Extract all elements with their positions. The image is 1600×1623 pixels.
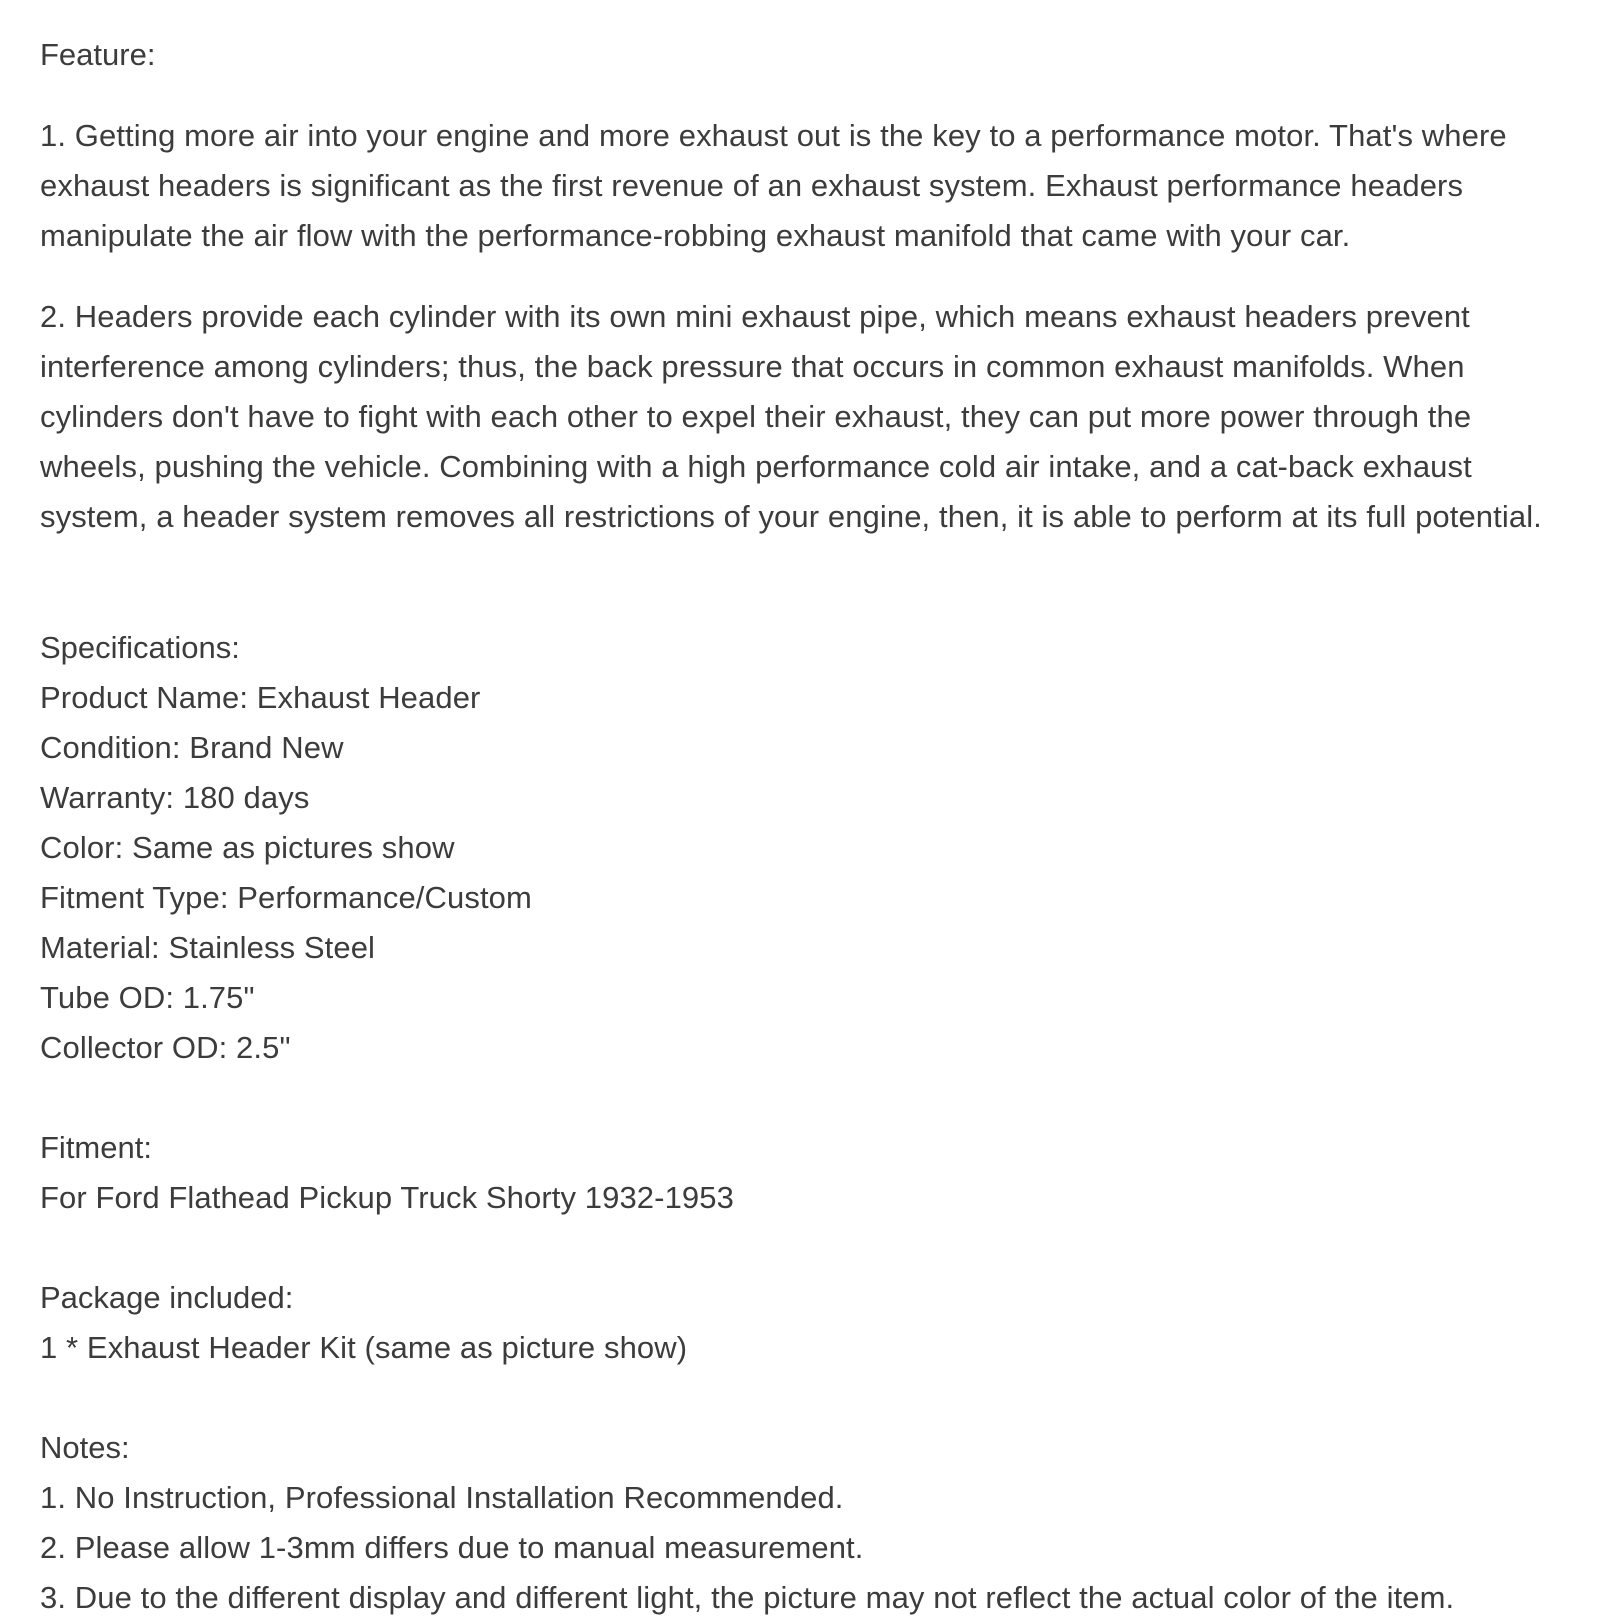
- spacer: [40, 1223, 1560, 1273]
- feature-section: [40, 30, 1560, 542]
- spacer: [40, 1373, 1560, 1423]
- spec-row-color: Color: Same as pictures show: [40, 830, 455, 865]
- specifications-section: [40, 623, 1560, 1073]
- spec-row-fitment-type: Fitment Type: Performance/Custom: [40, 880, 532, 915]
- fitment-section: [40, 1123, 1560, 1223]
- notes-heading: Notes:: [40, 1430, 130, 1465]
- spec-row-collector-od: Collector OD: 2.5": [40, 1030, 291, 1065]
- fitment-row-vehicle: For Ford Flathead Pickup Truck Shorty 1932-1953: [40, 1180, 734, 1215]
- spec-row-warranty: Warranty: 180 days: [40, 780, 310, 815]
- feature-item-2: 2. Headers provide each cylinder with its own mini exhaust pipe, which means exhaust headers prevent interference among cylinders; thus, the back pressure that occurs in common exhaust manifolds. When cylinders don't have to fight with each other to expel their exhaust, they can put more power through the wheels, pushing the vehicle. Combining with a high performance cold air intake, and a cat-back exhaust system, a header system removes all restrictions of your engine, then, it is able to perform at its full potential.: [40, 299, 1542, 534]
- spacer: [40, 1073, 1560, 1123]
- spec-row-tube-od: Tube OD: 1.75": [40, 980, 255, 1015]
- notes-row-3: 3. Due to the different display and different light, the picture may not reflect the actual color of the item.: [40, 1580, 1455, 1615]
- notes-row-2: 2. Please allow 1-3mm differs due to manual measurement.: [40, 1530, 864, 1565]
- notes-section: [40, 1423, 1560, 1623]
- feature-item-1: 1. Getting more air into your engine and more exhaust out is the key to a performance motor. That's where exhaust headers is significant as the first revenue of an exhaust system. Exhaust performance headers manipulate the air flow with the performance-robbing exhaust manifold that came with your car.: [40, 118, 1516, 253]
- specifications-heading: Specifications:: [40, 630, 240, 665]
- spacer: [40, 573, 1560, 623]
- spec-row-product-name: Product Name: Exhaust Header: [40, 680, 481, 715]
- package-section: [40, 1273, 1560, 1373]
- package-heading: Package included:: [40, 1280, 294, 1315]
- fitment-heading: Fitment:: [40, 1130, 152, 1165]
- package-row-contents: 1 * Exhaust Header Kit (same as picture show): [40, 1330, 688, 1365]
- spec-row-material: Material: Stainless Steel: [40, 930, 376, 965]
- feature-heading: Feature:: [40, 37, 156, 72]
- spec-row-condition: Condition: Brand New: [40, 730, 344, 765]
- notes-row-1: 1. No Instruction, Professional Installation Recommended.: [40, 1480, 844, 1515]
